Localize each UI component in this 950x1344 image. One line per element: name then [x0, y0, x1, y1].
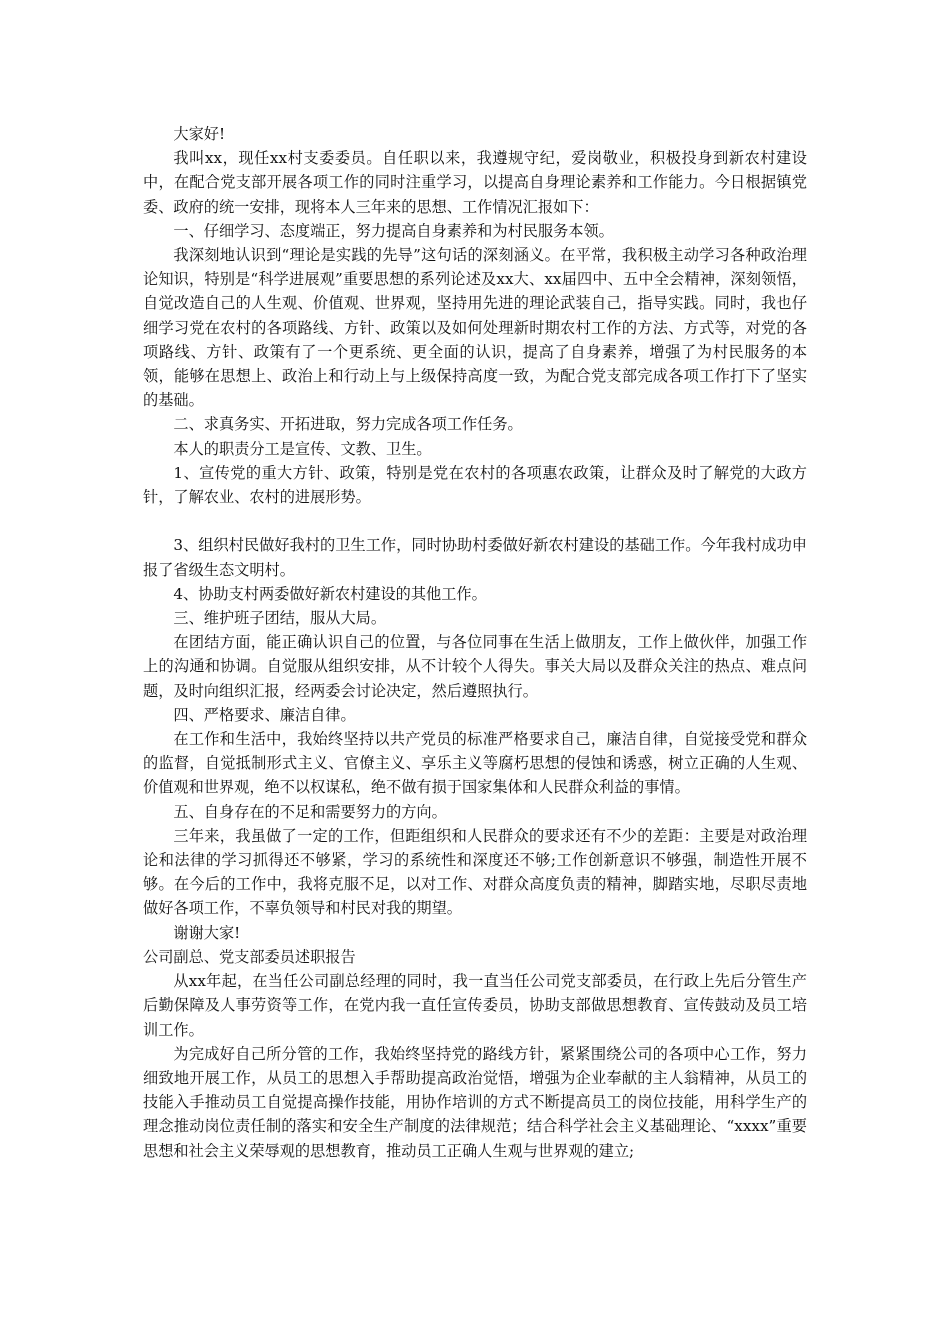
document-page: [143, 122, 807, 1163]
report-title: 公司副总、党支部委员述职报告: [143, 947, 356, 966]
body-paragraph: 三年来，我虽做了一定的工作，但距组织和人民群众的要求还有不少的差距：主要是对政治理论和法律的学习抓得还不够紧，学习的系统性和深度还不够;工作创新意识不够强，制造性开展不够。在今后的工作中，我将克服不足，以对工作、对群众高度负责的精神，脚踏实地，尽职尽责地做好各项工作，不辜负领导和村民对我的期望。: [143, 826, 807, 918]
list-item-3: 3、组织村民做好我村的卫生工作，同时协助村委做好新农村建设的基础工作。今年我村成功申报了省级生态文明村。: [143, 536, 807, 579]
list-item-4: 4、协助支村两委做好新农村建设的其他工作。: [173, 584, 487, 603]
section-heading-1: 一、仔细学习、态度端正，努力提高自身素养和为村民服务本领。: [173, 221, 614, 240]
body-paragraph: 在团结方面，能正确认识自己的位置，与各位同事在生活上做朋友，工作上做伙伴，加强工作上的沟通和协调。自觉服从组织安排，从不计较个人得失。事关大局以及群众关注的热点、难点问题，及时向组织汇报，经两委会讨论决定，然后遵照执行。: [143, 633, 807, 700]
introduction-paragraph: 我叫xx，现任xx村支委委员。自任职以来，我遵规守纪，爱岗敬业，积极投身到新农村建设中，在配合党支部开展各项工作的同时注重学习，以提高自身理论素养和工作能力。今日根据镇党委、政府的统一安排，现将本人三年来的思想、工作情况汇报如下：: [143, 149, 807, 216]
body-paragraph: 在工作和生活中，我始终坚持以共产党员的标准严格要求自己，廉洁自律，自觉接受党和群众的监督，自觉抵制形式主义、官僚主义、享乐主义等腐朽思想的侵蚀和诱惑，树立正确的人生观、价值观和世界观，绝不以权谋私，绝不做有损于国家集体和人民群众利益的事情。: [143, 730, 807, 797]
body-paragraph: 为完成好自己所分管的工作，我始终坚持党的路线方针，紧紧围绕公司的各项中心工作，努力细致地开展工作，从员工的思想入手帮助提高政治觉悟，增强为企业奉献的主人翁精神，从员工的技能入手推动员工自觉提高操作技能，用协作培训的方式不断提高员工的岗位技能，用科学生产的理念推动岗位责任制的落实和安全生产制度的法律规范；结合科学社会主义基础理论、“xxxx”重要思想和社会主义荣辱观的思想教育，推动员工正确人生观与世界观的建立;: [143, 1044, 807, 1160]
body-paragraph: 我深刻地认识到“理论是实践的先导”这句话的深刻涵义。在平常，我积极主动学习各种政治理论知识，特别是“科学进展观”重要思想的系列论述及xx大、xx届四中、五中全会精神，深刻领悟，自觉改造自己的人生观、价值观、世界观，坚持用先进的理论武装自己，指导实践。同时，我也仔细学习党在农村的各项路线、方针、政策以及如何处理新时期农村工作的方法、方式等，对党的各项路线、方针、政策有了一个更系统、更全面的认识，提高了自身素养，增强了为村民服务的本领，能够在思想上、政治上和行动上与上级保持高度一致，为配合党支部完成各项工作打下了坚实的基础。: [143, 246, 807, 410]
section-heading-2: 二、求真务实、开拓进取，努力完成各项工作任务。: [173, 415, 523, 434]
section-heading-5: 五、自身存在的不足和需要努力的方向。: [173, 802, 447, 821]
section-heading-3: 三、维护班子团结，服从大局。: [173, 609, 387, 628]
section-heading-4: 四、严格要求、廉洁自律。: [173, 705, 356, 724]
list-item-1: 1、宣传党的重大方针、政策，特别是党在农村的各项惠农政策，让群众及时了解党的大政方针，了解农业、农村的进展形势。: [143, 463, 807, 507]
blank-line: [143, 509, 807, 533]
greeting: 大家好!: [173, 125, 226, 143]
closing-line: 谢谢大家!: [173, 923, 241, 942]
body-paragraph: 从xx年起，在当任公司副总经理的同时，我一直当任公司党支部委员，在行政上先后分管生产后勤保障及人事劳资等工作，在党内我一直任宣传委员，协助支部做思想教育、宣传鼓动及员工培训工作。: [143, 972, 807, 1039]
body-paragraph: 本人的职责分工是宣传、文教、卫生。: [173, 439, 432, 458]
